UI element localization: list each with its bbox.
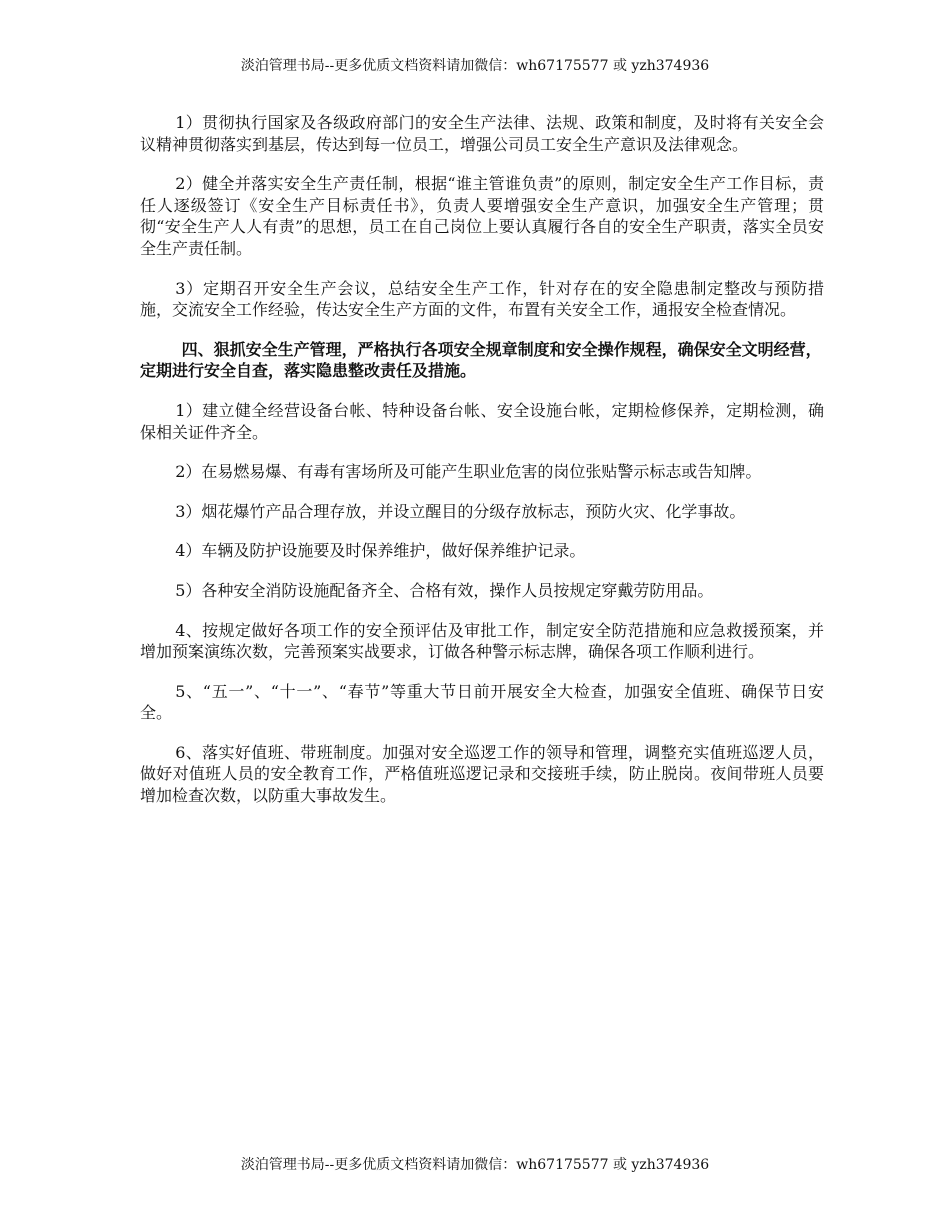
paragraph-equipment-ledger: 1）建立健全经营设备台帐、特种设备台帐、安全设施台帐，定期检修保养，定期检测，确保相关证件齐全。 — [140, 400, 824, 442]
paragraph-fireworks-storage: 3）烟花爆竹产品合理存放，并设立醒目的分级存放标志，预防火灾、化学事故。 — [175, 501, 746, 521]
paragraph-responsibility-system: 2）健全并落实安全生产责任制，根据“谁主管谁负责”的原则，制定安全生产工作目标，责任人逐级签订《安全生产目标责任书》，负责人要增强安全生产意识，加强安全生产管理；贯彻“安全生产人人有责”的思想，员工在自己岗位上要认真履行各自的安全生产职责，落实全员安全生产责任制。 — [140, 174, 824, 258]
page-footer: 淡泊管理书局--更多优质文档资料请加微信：wh67175577 或 yzh374936 — [240, 1157, 710, 1173]
page-header: 淡泊管理书局--更多优质文档资料请加微信：wh67175577 或 yzh374936 — [240, 58, 710, 74]
paragraph-pre-assessment: 4、按规定做好各项工作的安全预评估及审批工作，制定安全防范措施和应急救援预案，并增加预案演练次数，完善预案实战要求，订做各种警示标志牌，确保各项工作顺利进行。 — [140, 620, 824, 662]
paragraph-implement-laws: 1）贯彻执行国家及各级政府部门的安全生产法律、法规、政策和制度，及时将有关安全会议精神贯彻落实到基层，传达到每一位员工，增强公司员工安全生产意识及法律观念。 — [140, 113, 824, 154]
paragraph-vehicle-maintenance: 4）车辆及防护设施要及时保养维护，做好保养维护记录。 — [175, 541, 586, 561]
document-body — [140, 112, 824, 825]
paragraph-duty-system: 6、落实好值班、带班制度。加强对安全巡逻工作的领导和管理，调整充实值班巡逻人员，做好对值班人员的安全教育工作，严格值班巡逻记录和交接班手续，防止脱岗。夜间带班人员要增加检查次数，以防重大事故发生。 — [140, 742, 824, 806]
paragraph-warning-signs: 2）在易燃易爆、有毒有害场所及可能产生职业危害的岗位张贴警示标志或告知牌。 — [175, 462, 762, 482]
paragraph-safety-meetings: 3）定期召开安全生产会议，总结安全生产工作，针对存在的安全隐患制定整改与预防措施，交流安全工作经验，传达安全生产方面的文件，布置有关安全工作，通报安全检查情况。 — [140, 278, 824, 320]
paragraph-fire-facilities: 5）各种安全消防设施配备齐全、合格有效，操作人员按规定穿戴劳防用品。 — [175, 580, 714, 600]
section-heading-four: 四、狠抓安全生产管理，严格执行各项安全规章制度和安全操作规程，确保安全文明经营，定期进行安全自查，落实隐患整改责任及措施。 — [140, 339, 822, 381]
paragraph-holiday-inspection: 5、“五一”、“十一”、“春节”等重大节日前开展安全大检查，加强安全值班、确保节日安全。 — [140, 681, 824, 723]
